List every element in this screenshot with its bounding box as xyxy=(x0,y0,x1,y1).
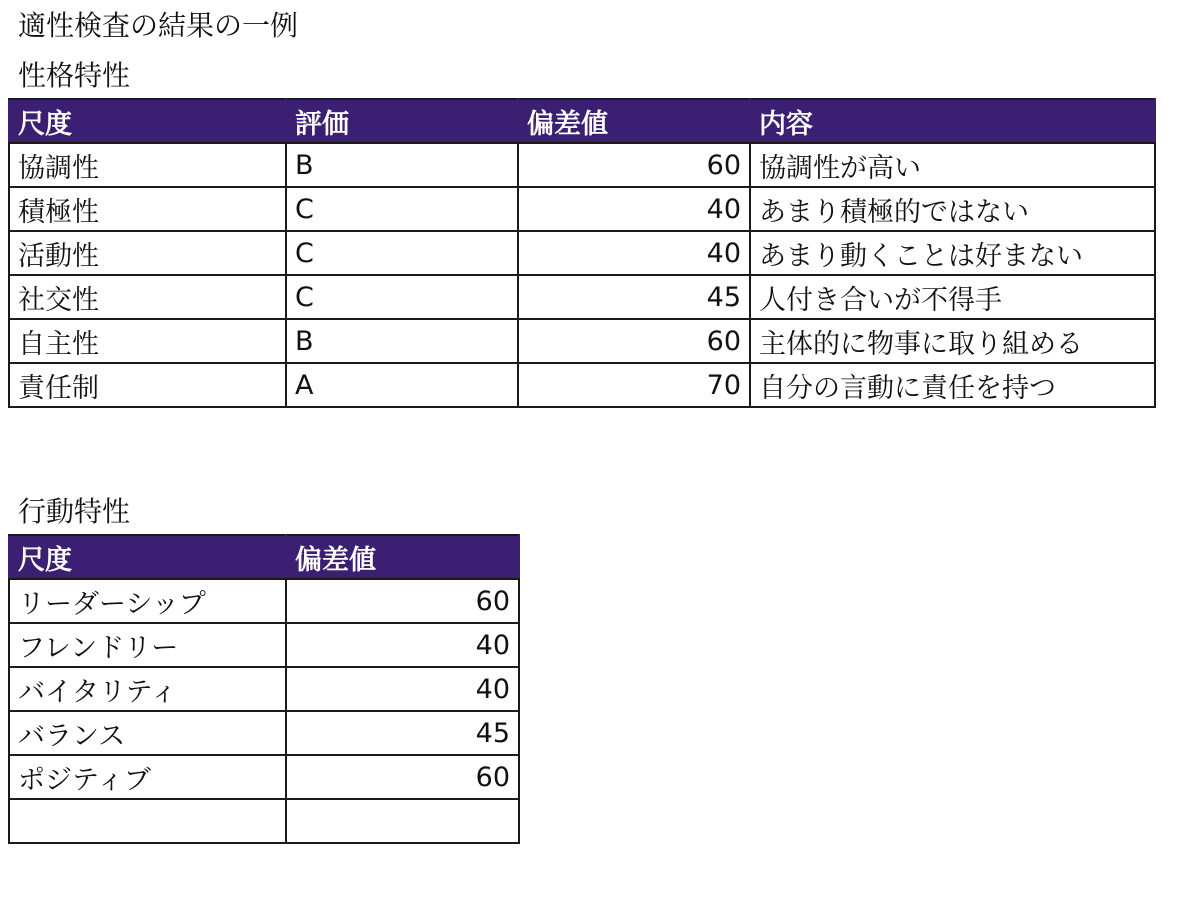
score-cell: 70 xyxy=(518,363,750,407)
behavior-section-title: 行動特性 xyxy=(18,495,131,528)
content-cell: 自分の言動に責任を持つ xyxy=(750,363,1155,407)
scale-cell: 活動性 xyxy=(9,231,286,275)
scale-cell: 社交性 xyxy=(9,275,286,319)
table-row xyxy=(9,143,1155,187)
column-header-scale: 尺度 xyxy=(9,535,286,579)
score-cell: 45 xyxy=(518,275,750,319)
behavior-table xyxy=(8,534,520,844)
table-row xyxy=(9,579,519,623)
scale-cell: 自主性 xyxy=(9,319,286,363)
score-cell: 60 xyxy=(518,143,750,187)
content-cell: 主体的に物事に取り組める xyxy=(750,319,1155,363)
scale-cell: 協調性 xyxy=(9,143,286,187)
scale-cell: 責任制 xyxy=(9,363,286,407)
table-row xyxy=(9,667,519,711)
scale-cell: リーダーシップ xyxy=(9,579,286,623)
score-cell: 45 xyxy=(286,711,519,755)
table-row xyxy=(9,319,1155,363)
score-cell: 60 xyxy=(518,319,750,363)
grade-cell: B xyxy=(286,143,518,187)
grade-cell: C xyxy=(286,231,518,275)
score-cell xyxy=(286,799,519,843)
score-cell: 40 xyxy=(518,231,750,275)
content-cell: 協調性が高い xyxy=(750,143,1155,187)
personality-table xyxy=(8,98,1156,408)
table-row-empty xyxy=(9,799,519,843)
scale-cell: 積極性 xyxy=(9,187,286,231)
table-row xyxy=(9,623,519,667)
content-cell: あまり動くことは好まない xyxy=(750,231,1155,275)
table-row xyxy=(9,275,1155,319)
document-title: 適性検査の結果の一例 xyxy=(18,9,299,42)
grade-cell: C xyxy=(286,275,518,319)
scale-cell: ポジティブ xyxy=(9,755,286,799)
score-cell: 40 xyxy=(518,187,750,231)
scale-cell: バランス xyxy=(9,711,286,755)
table-row xyxy=(9,187,1155,231)
scale-cell: バイタリティ xyxy=(9,667,286,711)
table-row xyxy=(9,711,519,755)
grade-cell: B xyxy=(286,319,518,363)
content-cell: 人付き合いが不得手 xyxy=(750,275,1155,319)
column-header-content: 内容 xyxy=(750,99,1155,143)
scale-cell xyxy=(9,799,286,843)
behavior-header-row xyxy=(9,535,519,579)
column-header-scale: 尺度 xyxy=(9,99,286,143)
column-header-score: 偏差値 xyxy=(518,99,750,143)
grade-cell: A xyxy=(286,363,518,407)
table-row xyxy=(9,755,519,799)
score-cell: 60 xyxy=(286,755,519,799)
table-row xyxy=(9,363,1155,407)
content-cell: あまり積極的ではない xyxy=(750,187,1155,231)
grade-cell: C xyxy=(286,187,518,231)
column-header-grade: 評価 xyxy=(286,99,518,143)
personality-section-title: 性格特性 xyxy=(18,59,131,92)
score-cell: 40 xyxy=(286,623,519,667)
personality-header-row xyxy=(9,99,1155,143)
score-cell: 40 xyxy=(286,667,519,711)
column-header-score: 偏差値 xyxy=(286,535,519,579)
scale-cell: フレンドリー xyxy=(9,623,286,667)
table-row xyxy=(9,231,1155,275)
score-cell: 60 xyxy=(286,579,519,623)
